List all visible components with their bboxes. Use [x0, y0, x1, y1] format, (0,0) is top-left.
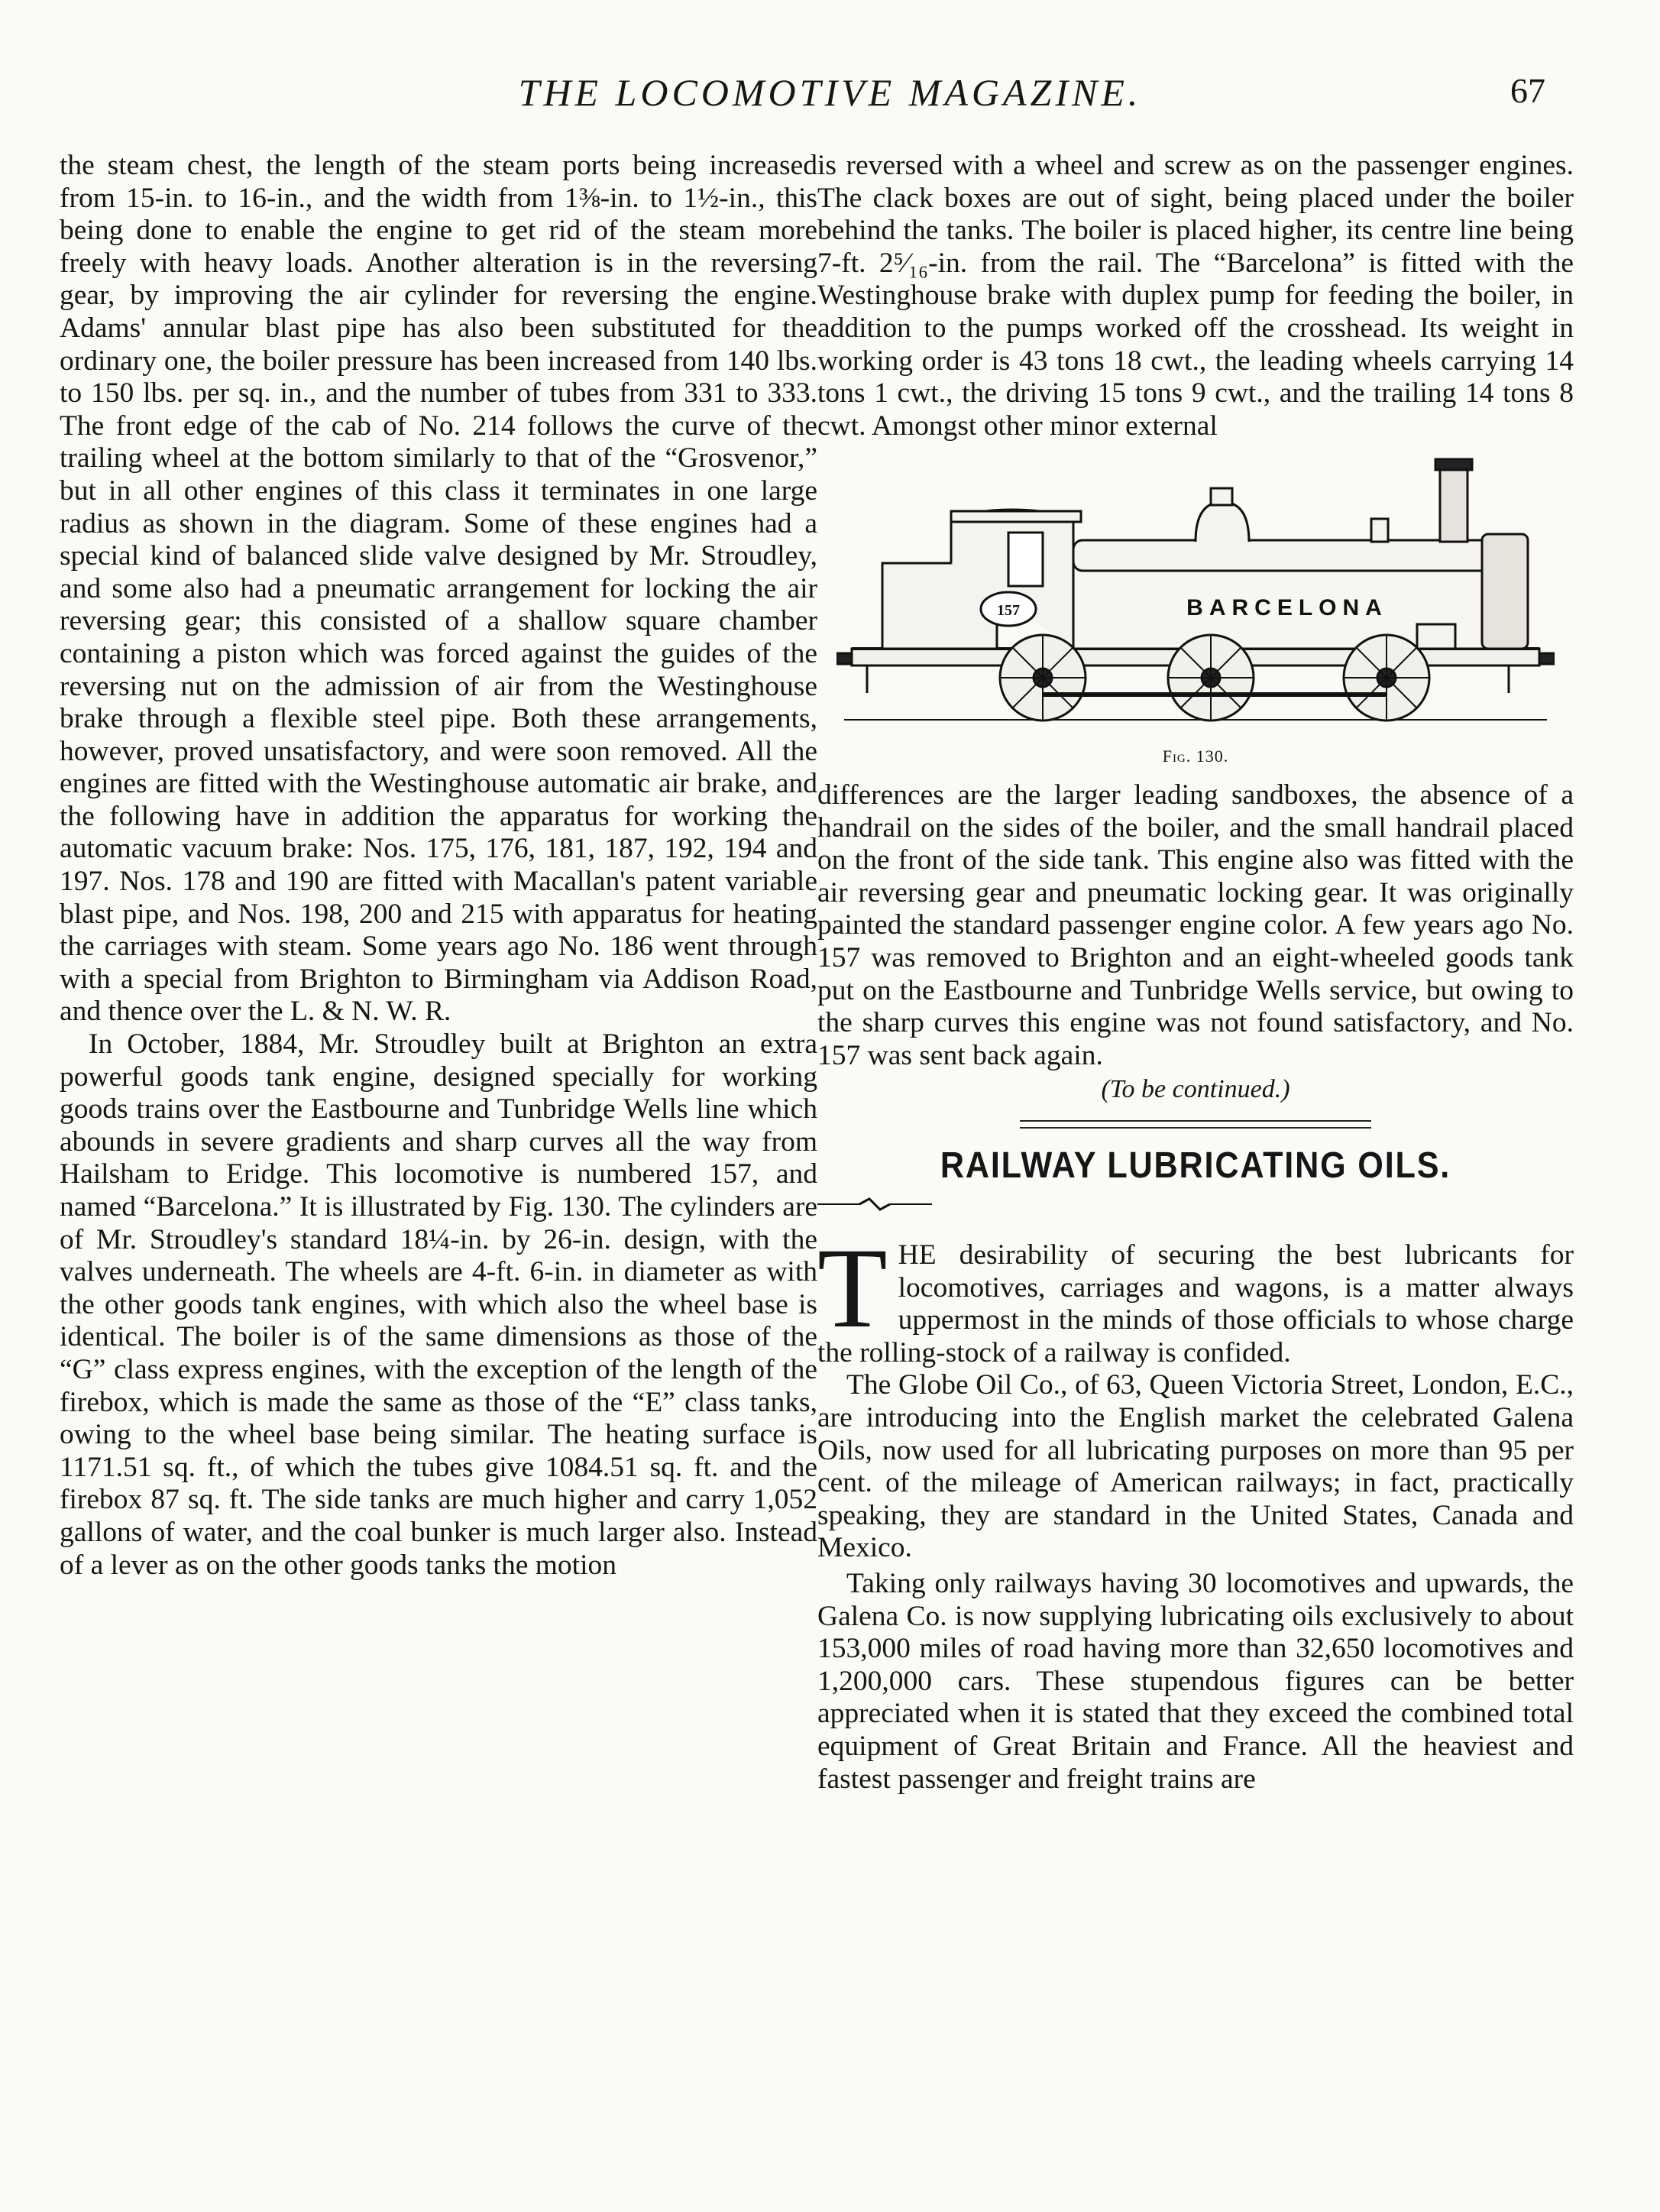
- article-paragraph-3: Taking only railways having 30 locomotives and upwards, the Galena Co. is now supplying lubricating oils exclusively to about 153,000 miles of road having more than 32,650 locomotives and 1,200,000 cars. These stupendous figures can be better appreciated when it is stated that they exceed the combined total equipment of Great Britain and France. All the heaviest and fastest passenger and freight trains are: [817, 1568, 1574, 1795]
- drop-cap: T: [817, 1225, 888, 1352]
- left-column: [60, 150, 817, 1582]
- section-divider: [1020, 1120, 1371, 1129]
- title-ornament: [817, 1196, 932, 1213]
- article-title: RAILWAY LUBRICATING OILS.: [940, 1145, 1451, 1186]
- running-title: THE LOCOMOTIVE MAGAZINE.: [518, 71, 1142, 114]
- figure-130: [817, 449, 1574, 773]
- tank-name-plate: BARCELONA: [1186, 595, 1388, 621]
- page-number: 67: [1510, 71, 1545, 110]
- continued-note: (To be continued.): [1101, 1075, 1290, 1104]
- right-paragraph-top: is reversed with a wheel and screw as on the passenger engines. The clack boxes are out of sight, being placed under the boiler behind the tanks. The boiler is placed higher, its centre line being 7-ft. 2⁵⁄₁₆-in. from the rail. The “Barcelona” is fitted with the Westinghouse brake with duplex pump for feeding the boiler, in addition to the pumps worked off the crosshead. Its weight in working order is 43 tons 18 cwt., the leading wheels carrying 14 tons 1 cwt., the driving 15 tons 9 cwt., and the trailing 14 tons 8 cwt. Amongst other minor external: [817, 150, 1574, 442]
- left-paragraph-1: the steam chest, the length of the steam ports being increased from 15-in. to 16-in., and the width from 1⅜-in. to 1½-in., this being done to enable the engine to get rid of the steam more freely with heavy loads. Another alteration is in the reversing gear, by improving the air cylinder for reversing the engine. Adams' annular blast pipe has also been substituted for the ordinary one, the boiler pressure has been increased from 140 lbs. to 150 lbs. per sq. in., and the number of tubes from 331 to 333. The front edge of the cab of No. 214 follows the curve of the trailing wheel at the bottom similarly to that of the “Grosvenor,” but in all other engines of this class it terminates in one large radius as shown in the diagram. Some of these engines had a special kind of balanced slide valve designed by Mr. Stroudley, and some also had a pneumatic arrangement for locking the air reversing gear; this consisted of a shallow square chamber containing a piston which was forced against the guides of the reversing nut on the admission of air from the Westinghouse brake through a flexible steel pipe. Both these arrangements, however, proved unsatisfactory, and were soon removed. All the engines are fitted with the Westinghouse automatic air brake, and the following have in addition the apparatus for working the automatic vacuum brake: Nos. 175, 176, 181, 187, 192, 194 and 197. Nos. 178 and 190 are fitted with Macallan's patent variable blast pipe, and Nos. 198, 200 and 215 with apparatus for heating the carriages with steam. Some years ago No. 186 went through with a special from Brighton to Birmingham via Addison Road, and thence over the L. & N. W. R.: [60, 150, 817, 1028]
- page-header: [0, 70, 1660, 124]
- locomotive-illustration: [836, 449, 1555, 739]
- article-paragraph-1-text: HE desirability of securing the best lubricants for locomotives, carriages and wagons, is a matter always uppermost in the minds of those officials to whose charge the rolling-stock of a railway is confided.: [817, 1239, 1574, 1368]
- article-paragraph-1: [817, 1225, 1574, 1369]
- article-paragraph-2: The Globe Oil Co., of 63, Queen Victoria Street, London, E.C., are introducing into the English market the celebrated Galena Oils, now used for all lubricating purposes on more than 95 per cent. of the mileage of American railways; in fact, practically speaking, they are standard in the United States, Canada and Mexico.: [817, 1369, 1574, 1564]
- figure-caption: Fig. 130.: [1162, 747, 1229, 766]
- left-paragraph-2: In October, 1884, Mr. Stroudley built at Brighton an extra powerful goods tank engine, designed specially for working goods trains over the Eastbourne and Tunbridge Wells line which abounds in severe gradients and sharp curves all the way from Hailsham to Eridge. This locomotive is numbered 157, and named “Barcelona.” It is illustrated by Fig. 130. The cylinders are of Mr. Stroudley's standard 18¼-in. by 26-in. design, with the valves underneath. The wheels are 4-ft. 6-in. in diameter as with the other goods tank engines, with which also the wheel base is identical. The boiler is of the same dimensions as those of the “G” class express engines, with the exception of the length of the firebox, which is made the same as those of the “E” class tanks, owing to the wheel base being similar. The heating surface is 1171.51 sq. ft., of which the tubes give 1084.51 sq. ft. and the firebox 87 sq. ft. The side tanks are much higher and carry 1,052 gallons of water, and the coal bunker is much larger also. Instead of a lever as on the other goods tanks the motion: [60, 1028, 817, 1581]
- number-plate: 157: [997, 602, 1020, 620]
- right-paragraph-after-figure: differences are the larger leading sandboxes, the absence of a handrail on the sides of the boiler, and the small handrail placed on the front of the side tank. This engine also was fitted with the air reversing gear and pneumatic locking gear. It was originally painted the standard passenger engine color. A few years ago No. 157 was removed to Brighton and an eight-wheeled goods tank put on the Eastbourne and Tunbridge Wells service, but owing to the sharp curves this engine was not found satisfactory, and No. 157 was sent back again.: [817, 779, 1574, 1071]
- right-column: [817, 150, 1574, 1796]
